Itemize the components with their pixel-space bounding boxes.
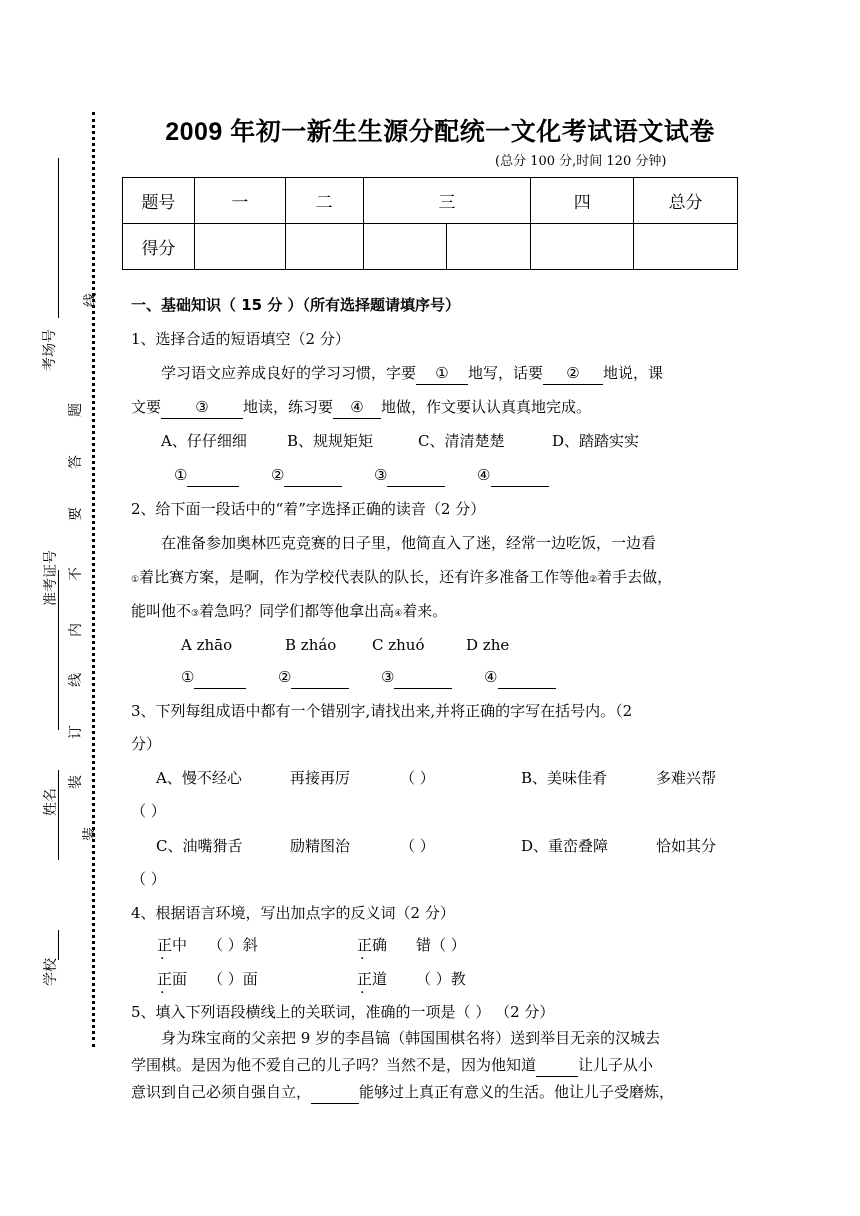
q1-answer-blank[interactable] bbox=[284, 464, 342, 487]
q3-group-a: A、慢不经心 bbox=[156, 769, 242, 787]
q1-answer-blank[interactable] bbox=[187, 464, 239, 487]
q3-group-a2: 再接再厉 bbox=[290, 769, 351, 787]
q1-paragraph-line1: 学习语文应养成良好的学习习惯，字要 ① 地写，话要 ② 地说，课 bbox=[161, 362, 663, 385]
q5-blank-2[interactable] bbox=[311, 1081, 359, 1104]
margin-label-name: 姓名 bbox=[43, 788, 59, 816]
q3-answer-bracket[interactable]: （ ） bbox=[131, 802, 166, 820]
q4-word: 正中 bbox=[157, 936, 188, 954]
q1-blank-2[interactable]: ② bbox=[543, 362, 603, 385]
q3-answer-bracket[interactable]: （ ） bbox=[400, 837, 435, 855]
q5-blank-1[interactable] bbox=[536, 1054, 578, 1077]
q3-group-b: B、美味佳肴 bbox=[521, 769, 608, 787]
q1-answer-row: ① ② ③ ④ bbox=[174, 464, 549, 487]
margin-label-exam-room: 考场号 bbox=[42, 329, 58, 371]
q1-paragraph-line2: 文要 ③ 地读，练习要 ④ 地做，作文要认认真真地完成。 bbox=[131, 396, 591, 419]
margin-char: 装 bbox=[68, 775, 84, 789]
score-header-cell: 三 bbox=[363, 178, 531, 224]
q2-option-b: B zháo bbox=[285, 636, 337, 654]
score-cell[interactable] bbox=[363, 224, 447, 270]
score-table bbox=[122, 177, 738, 270]
score-header-cell: 总分 bbox=[634, 178, 738, 224]
q4-answer[interactable]: 错（ ） bbox=[416, 936, 466, 954]
q2-answer-blank[interactable] bbox=[291, 666, 349, 689]
margin-line bbox=[58, 158, 59, 318]
margin-char: 题 bbox=[68, 403, 84, 417]
q2-answer-blank[interactable] bbox=[194, 666, 246, 689]
q1-option-b: B、规规矩矩 bbox=[287, 432, 374, 450]
score-header-cell: 一 bbox=[194, 178, 285, 224]
margin-char: 要 bbox=[68, 507, 84, 521]
margin-char: 订 bbox=[68, 725, 84, 739]
q2-paragraph-line2: ①着比赛方案，是啊，作为学校代表队的队长，还有许多准备工作等他②着手去做， bbox=[131, 568, 673, 586]
question-stem: 4、根据语言环境，写出加点字的反义词（2 分） bbox=[131, 904, 455, 922]
q4-word: 正面 bbox=[157, 970, 188, 988]
q1-option-c: C、清清楚楚 bbox=[418, 432, 505, 450]
q4-answer[interactable]: （ ）教 bbox=[416, 970, 466, 988]
q1-answer-blank[interactable] bbox=[387, 464, 445, 487]
q2-option-c: C zhuó bbox=[372, 636, 425, 654]
q3-group-c2: 励精图治 bbox=[290, 837, 351, 855]
q3-group-d2: 恰如其分 bbox=[656, 837, 717, 855]
margin-char: 线 bbox=[83, 293, 99, 307]
score-header-cell: 二 bbox=[285, 178, 363, 224]
margin-char: 答 bbox=[68, 455, 84, 469]
q4-answer[interactable]: （ ）面 bbox=[208, 970, 258, 988]
exam-title: 2009 年初一新生生源分配统一文化考试语文试卷 bbox=[165, 118, 715, 146]
exam-subtitle: (总分 100 分,时间 120 分钟) bbox=[495, 154, 667, 169]
q3-answer-bracket[interactable]: （ ） bbox=[131, 870, 166, 888]
score-header-cell: 题号 bbox=[123, 178, 195, 224]
q2-option-d: D zhe bbox=[466, 636, 510, 654]
question-stem: 2、给下面一段话中的“着”字选择正确的读音（2 分） bbox=[131, 500, 486, 518]
q1-blank-4[interactable]: ④ bbox=[333, 396, 381, 419]
q3-group-d: D、重峦叠障 bbox=[521, 837, 609, 855]
q3-group-c: C、油嘴猾舌 bbox=[156, 837, 243, 855]
score-cell[interactable] bbox=[531, 224, 634, 270]
margin-line bbox=[58, 930, 59, 960]
score-header-cell: 四 bbox=[531, 178, 634, 224]
q1-blank-1[interactable]: ① bbox=[416, 362, 468, 385]
q4-answer[interactable]: （ ）斜 bbox=[208, 936, 258, 954]
margin-label-school: 学校 bbox=[43, 958, 59, 986]
q2-paragraph-line3: 能叫他不③着急吗？同学们都等他拿出高④着来。 bbox=[131, 602, 448, 620]
question-stem-cont: 分） bbox=[131, 735, 162, 753]
score-cell[interactable] bbox=[634, 224, 738, 270]
q2-answer-blank[interactable] bbox=[498, 666, 556, 689]
score-cell[interactable] bbox=[447, 224, 531, 270]
score-cell[interactable] bbox=[194, 224, 285, 270]
q2-answer-blank[interactable] bbox=[394, 666, 452, 689]
q5-paragraph-line1: 身为珠宝商的父亲把 9 岁的李昌镐（韩国围棋名将）送到举目无亲的汉城去 bbox=[161, 1029, 661, 1047]
binding-dotted-line bbox=[92, 112, 95, 1047]
margin-label-ticket-number: 准考证号 bbox=[43, 550, 59, 606]
question-stem: 3、下列每组成语中都有一个错别字,请找出来,并将正确的字写在括号内。（2 bbox=[131, 702, 633, 720]
q5-paragraph-line3: 意识到自己必须自强自立， 能够过上真正有意义的生活。他让儿子受磨炼， bbox=[131, 1081, 674, 1104]
q1-option-a: A、仔仔细细 bbox=[161, 432, 247, 450]
q2-option-a: A zhāo bbox=[181, 636, 233, 654]
q1-answer-blank[interactable] bbox=[491, 464, 549, 487]
margin-char: 装 bbox=[82, 827, 98, 841]
margin-char: 内 bbox=[68, 623, 84, 637]
question-stem: 5、填入下列语段横线上的关联词，准确的一项是（ ） （2 分） bbox=[131, 1003, 555, 1021]
q2-answer-row: ① ② ③ ④ bbox=[181, 666, 556, 689]
q2-paragraph-line1: 在准备参加奥林匹克竞赛的日子里，他简直入了迷，经常一边吃饭，一边看 bbox=[161, 534, 657, 552]
question-stem: 1、选择合适的短语填空（2 分） bbox=[131, 330, 350, 348]
margin-char: 线 bbox=[68, 673, 84, 687]
q4-word: 正道 bbox=[357, 970, 388, 988]
q1-option-d: D、踏踏实实 bbox=[552, 432, 640, 450]
margin-char: 不 bbox=[68, 567, 84, 581]
q4-word: 正确 bbox=[357, 936, 388, 954]
section-heading: 一、基础知识（ 15 分 ）（所有选择题请填序号） bbox=[131, 296, 461, 314]
q3-answer-bracket[interactable]: （ ） bbox=[400, 769, 435, 787]
q1-blank-3[interactable]: ③ bbox=[161, 396, 243, 419]
q5-paragraph-line2: 学围棋。是因为他不爱自己的儿子吗？当然不是，因为他知道 让儿子从小 bbox=[131, 1054, 653, 1077]
q3-group-b2: 多难兴帮 bbox=[656, 769, 717, 787]
score-row-label: 得分 bbox=[123, 224, 195, 270]
score-cell[interactable] bbox=[285, 224, 363, 270]
